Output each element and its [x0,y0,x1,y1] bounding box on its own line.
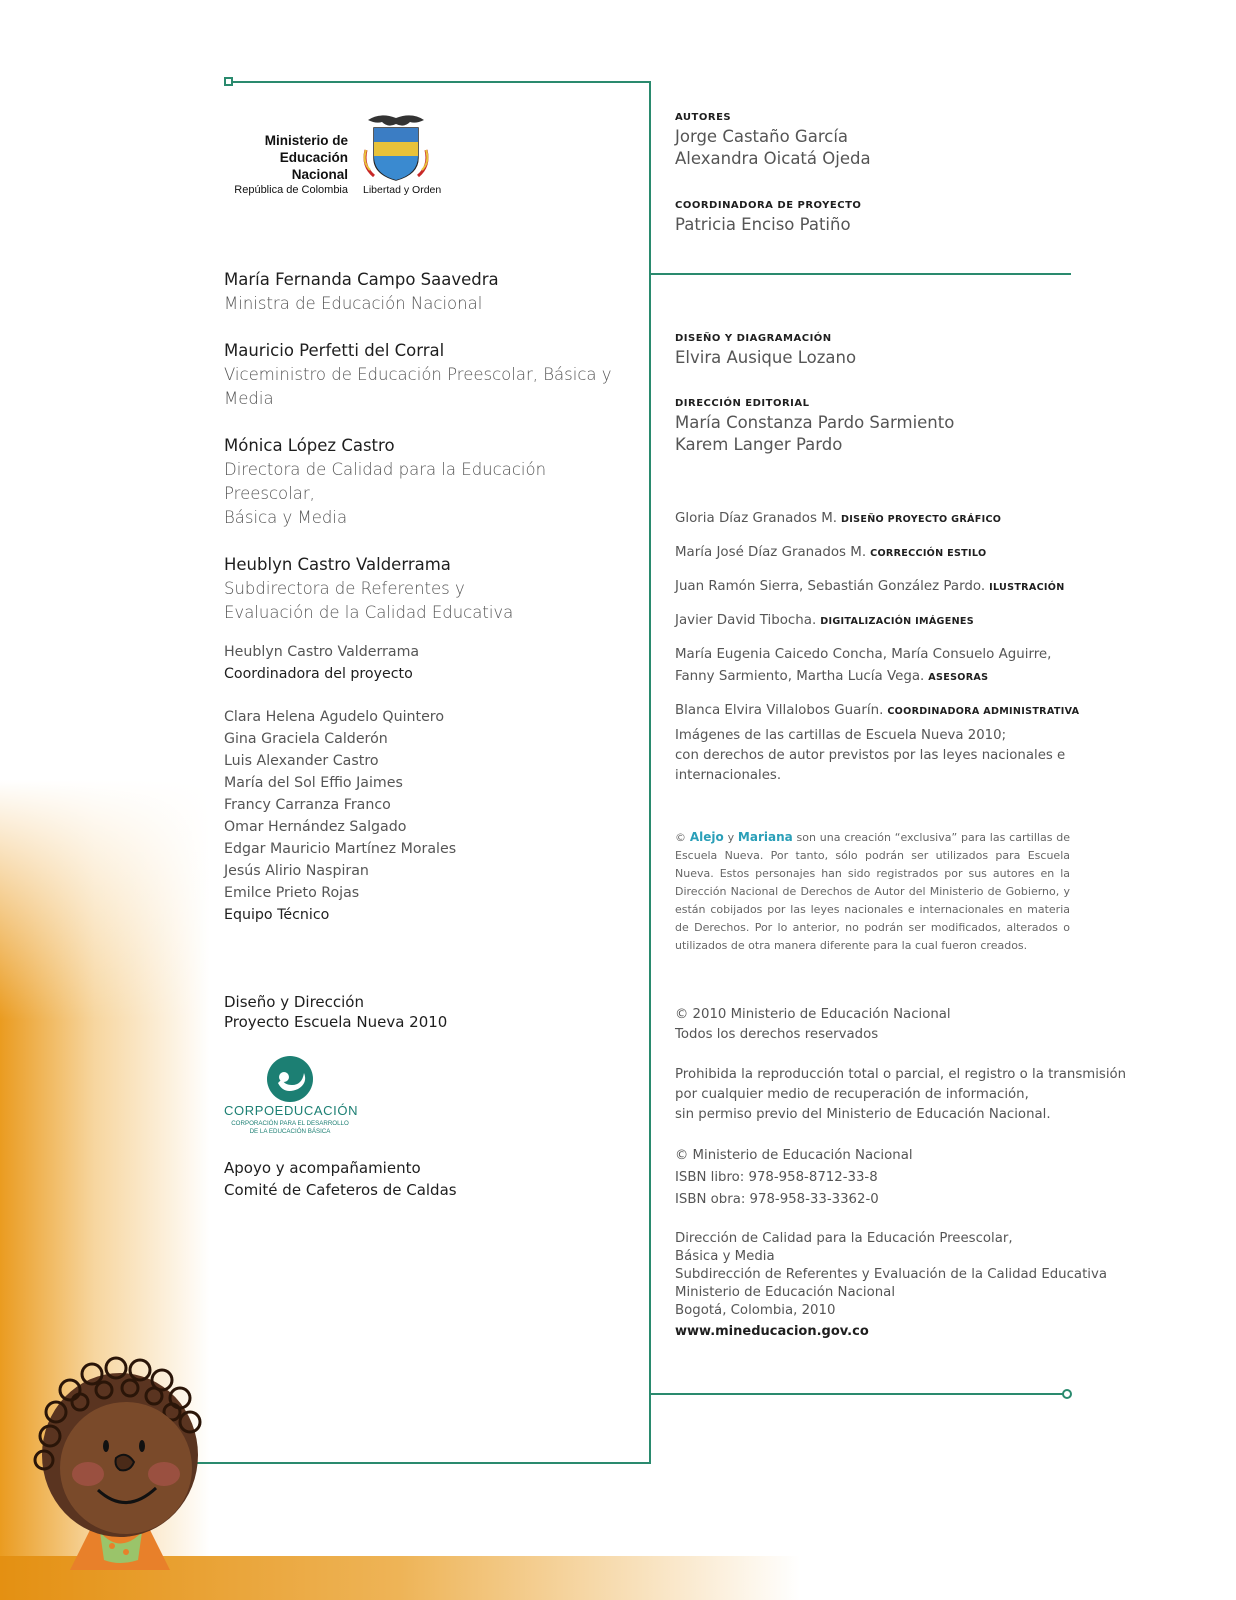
corpoeducacion-icon [224,1055,356,1105]
official-role: Directora de Calidad para la Educación Preescolar, [224,460,547,503]
official-block [224,339,634,411]
frame-right-bottom-line [651,1393,1063,1395]
frame-bottom-line [160,1462,651,1464]
advisors-line1: María Eugenia Caicedo Concha, María Consuelo Aguirre, [675,647,1052,662]
credit-text: Juan Ramón Sierra, Sebastián González Pardo. [675,579,986,594]
official-name: María Fernanda Campo Saavedra [224,270,499,289]
credit-line [675,576,1079,599]
credit-line [675,610,1079,633]
technical-team [224,706,456,926]
advisors-line2 [675,666,1079,689]
corpoeducacion-sub-line: CORPORACIÓN PARA EL DESARROLLO [231,1120,349,1127]
corpoeducacion-sub-line: DE LA EDUCACIÓN BÁSICA [249,1128,331,1135]
official-role: Viceministro de Educación Preescolar, Básica y Media [224,365,612,408]
address-line: Subdirección de Referentes y Evaluación de la Calidad Educativa [675,1267,1107,1282]
authors-label: AUTORES [675,112,732,123]
images-rights [675,726,1065,786]
ministry-logo [224,110,444,210]
address-block [675,1230,1107,1339]
authors-section [675,112,871,170]
credit-line [675,542,1079,565]
frame-center-vertical [649,81,651,1464]
layout-design-section [675,333,856,369]
officials-list [224,268,634,625]
address-line: Dirección de Calidad para la Educación Preescolar, [675,1231,1013,1246]
official-role: Evaluación de la Calidad Educativa [224,603,514,622]
corpoeducacion-subtitle [224,1120,356,1136]
corpoeducacion-logo [224,1055,364,1145]
prohibited-line: Prohibida la reproducción total o parcial, el registro o la transmisión [675,1067,1127,1082]
colombia-crest-icon [360,110,432,190]
team-member: Clara Helena Agudelo Quintero [224,709,444,725]
address-line: Bogotá, Colombia, 2010 [675,1303,836,1318]
legal-rest: son una creación “exclusiva” para las cartillas de Escuela Nueva. Por tanto, sólo podrán ser utilizados para Escuela Nueva. Estos personajes han sido registrados por sus autores en la Dirección Nacional de Derechos de Autor del Ministerio de Gobierno, y están cobijados por las leyes nacionales e internacionales en materia de Derechos. Por lo anterior, no podrán ser modificados, alterados o utilizados de otra manera diferente para la cual fueron creados. [675,831,1070,952]
credit-text: Gloria Díaz Granados M. [675,511,838,526]
admin-tag: COORDINADORA ADMINISTRATIVA [887,706,1080,717]
advisors-text: Fanny Sarmiento, Martha Lucía Vega. [675,669,925,684]
admin-line [675,700,1079,723]
official-name: Mónica López Castro [224,436,395,455]
project-coord-label: COORDINADORA DE PROYECTO [675,200,862,211]
coordinator-role: Coordinadora del proyecto [224,666,413,682]
legal-mariana: Mariana [737,830,793,844]
frame-corner-square [224,77,233,86]
legal-y: y [727,831,735,844]
project-coord-section [675,200,861,236]
orange-side-fade [0,780,210,1020]
author-name: Alexandra Oicatá Ojeda [675,149,871,168]
layout-design-name: Elvira Ausique Lozano [675,348,857,367]
frame-top-line [229,81,650,83]
official-block [224,553,634,625]
ministry-logo-text [224,132,348,198]
ministry-motto: Libertad y Orden [363,184,442,196]
credit-text: María José Díaz Granados M. [675,545,867,560]
official-block [224,268,634,316]
project-coordinator [224,641,419,685]
legal-copyright-symbol: © [675,831,686,844]
editorial-name: María Constanza Pardo Sarmiento [675,413,955,432]
copyright-block [675,1005,951,1045]
frame-end-circle [1062,1389,1072,1399]
support-block [224,1157,457,1201]
credit-tag: DIGITALIZACIÓN IMÁGENES [820,616,974,627]
layout-design-label: DISEÑO Y DIAGRAMACIÓN [675,333,832,344]
prohibited-line: sin permiso previo del Ministerio de Educación Nacional. [675,1107,1051,1122]
address-line: Ministerio de Educación Nacional [675,1285,896,1300]
isbn-block [675,1145,913,1211]
advisors-tag: ASESORAS [928,672,989,683]
ministry-line3: República de Colombia [234,184,348,196]
project-coord-name: Patricia Enciso Patiño [675,215,851,234]
official-name: Heublyn Castro Valderrama [224,555,451,574]
credit-text: Javier David Tibocha. [675,613,817,628]
editorial-name: Karem Langer Pardo [675,435,843,454]
ministry-website-link[interactable]: www.mineducacion.gov.co [675,1324,869,1339]
prohibited-line: por cualquier medio de recuperación de información, [675,1087,1029,1102]
design-direction [224,992,447,1032]
credit-tag: ILUSTRACIÓN [989,582,1065,593]
images-rights-line: internacionales. [675,768,782,783]
credit-tag: CORRECCIÓN ESTILO [870,548,987,559]
credit-tag: DISEÑO PROYECTO GRÁFICO [841,514,1002,525]
team-member: Jesús Alirio Naspiran [224,863,369,879]
copyright-line: Todos los derechos reservados [675,1027,879,1042]
official-role: Subdirectora de Referentes y [224,579,465,598]
legal-alejo: Alejo [689,830,724,844]
author-name: Jorge Castaño García [675,127,849,146]
team-member: Luis Alexander Castro [224,753,379,769]
team-member: Emilce Prieto Rojas [224,885,360,901]
official-role: Ministra de Educación Nacional [224,294,483,313]
ministry-line2: Educación Nacional [279,150,348,182]
support-line1: Apoyo y acompañamiento [224,1159,421,1177]
corpoeducacion-name: CORPOEDUCACIÓN [224,1103,359,1118]
frame-right-divider [651,273,1071,275]
team-member: Omar Hernández Salgado [224,819,407,835]
official-role: Básica y Media [224,508,348,527]
prohibited-block [675,1065,1126,1125]
editorial-section [675,398,954,456]
isbn-line: © Ministerio de Educación Nacional [675,1148,913,1163]
ministry-line1: Ministerio de [264,133,348,148]
team-member: Gina Graciela Calderón [224,731,388,747]
official-block [224,434,634,530]
isbn-line: ISBN obra: 978-958-33-3362-0 [675,1192,879,1207]
images-rights-line: con derechos de autor previstos por las leyes nacionales e [675,748,1066,763]
address-line: Básica y Media [675,1249,775,1264]
team-member: Edgar Mauricio Martínez Morales [224,841,457,857]
editorial-label: DIRECCIÓN EDITORIAL [675,398,810,409]
credit-line [675,508,1079,531]
team-label: Equipo Técnico [224,907,330,923]
copyright-line: © 2010 Ministerio de Educación Nacional [675,1007,951,1022]
team-member: Francy Carranza Franco [224,797,391,813]
isbn-line: ISBN libro: 978-958-8712-33-8 [675,1170,878,1185]
characters-legal-notice [675,828,1070,955]
official-name: Mauricio Perfetti del Corral [224,341,445,360]
alejo-character-illustration [30,1340,220,1570]
team-member: María del Sol Effio Jaimes [224,775,403,791]
images-rights-line: Imágenes de las cartillas de Escuela Nueva 2010; [675,728,1007,743]
coordinator-name: Heublyn Castro Valderrama [224,644,420,660]
design-line2: Proyecto Escuela Nueva 2010 [224,1013,448,1031]
support-line2: Comité de Cafeteros de Caldas [224,1181,457,1199]
credits-list [675,508,1079,723]
admin-text: Blanca Elvira Villalobos Guarín. [675,703,884,718]
design-line1: Diseño y Dirección [224,993,364,1011]
